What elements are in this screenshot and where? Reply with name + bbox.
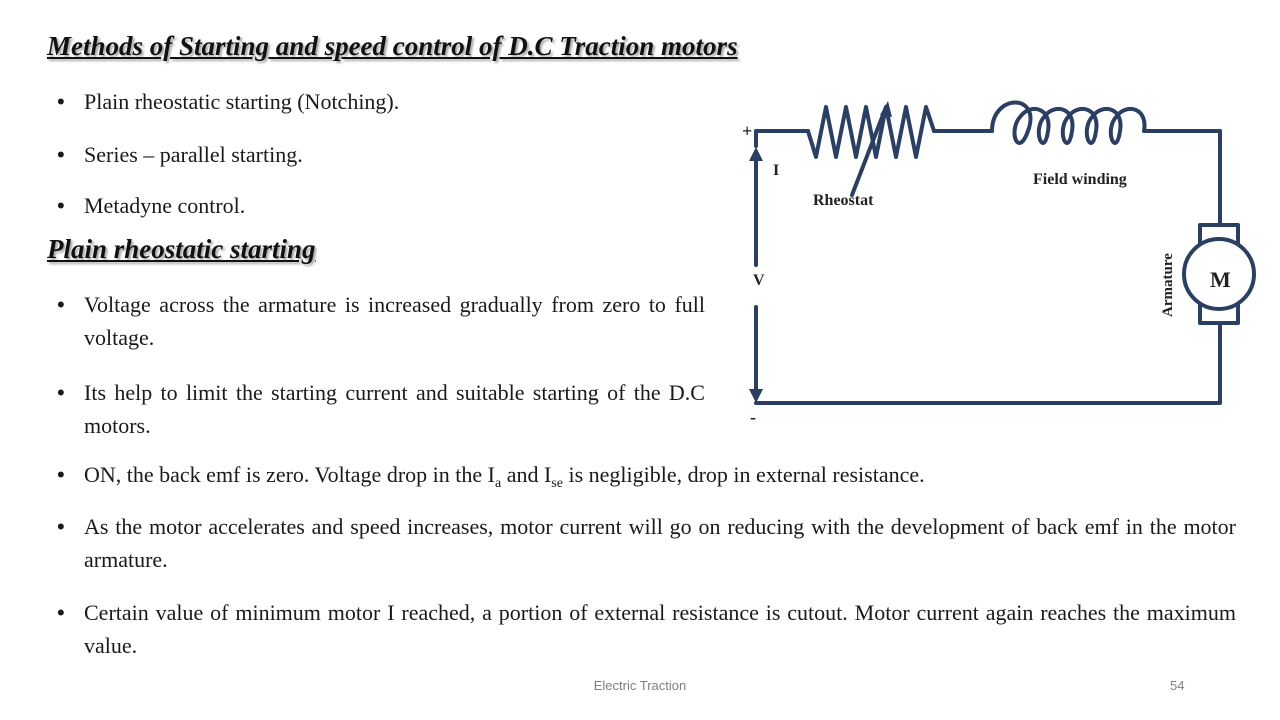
armature-label: Armature [1160, 253, 1176, 317]
wire-right-top [1146, 131, 1220, 225]
method-item-notching: • Plain rheostatic starting (Notching). [57, 85, 399, 118]
point-voltage-increase: • Voltage across the armature is increased gradually from zero to full voltage. [57, 288, 705, 354]
page-number: 54 [1170, 678, 1185, 693]
circuit-diagram [730, 95, 1260, 435]
voltage-arrowhead [749, 389, 763, 403]
point-resistance-cutout: • Certain value of minimum motor I reached, a portion of external resistance is cutout. Motor current again reaches the maximum value. [57, 596, 1236, 662]
rheostat-label: Rheostat [813, 192, 874, 209]
point-limit-current: • Its help to limit the starting current and suitable starting of the D.C motors. [57, 376, 705, 442]
field-winding-label: Field winding [1033, 171, 1127, 188]
on-text-2: and I [501, 462, 552, 487]
subscript-a: a [494, 476, 502, 491]
on-text-3: is negligible, drop in external resistance. [562, 462, 925, 487]
minus-label: - [750, 407, 756, 427]
wire-top-left [756, 131, 808, 146]
slide-title: Methods of Starting and speed control of D.C Traction motors [47, 31, 738, 61]
current-arrowhead [749, 147, 763, 161]
motor-label: M [1210, 267, 1231, 292]
footer-title: Electric Traction [593, 678, 687, 693]
plus-label: + [742, 121, 753, 141]
rheostat-arrowhead [880, 101, 892, 117]
wire-bottom [756, 323, 1220, 403]
current-label: I [773, 162, 780, 179]
field-winding-coil [992, 103, 1146, 143]
method-item-series-parallel: • Series – parallel starting. [57, 138, 303, 171]
point-motor-accelerates: • As the motor accelerates and speed increases, motor current will go on reducing with the development of back emf in the motor armature. [57, 510, 1236, 576]
method-item-metadyne: • Metadyne control. [57, 189, 245, 222]
section-title: Plain rheostatic starting [47, 234, 316, 264]
subscript-se: se [551, 476, 563, 491]
voltage-label: V [753, 272, 765, 289]
point-back-emf-zero [57, 458, 1236, 491]
on-text-1: ON, the back emf is zero. Voltage drop in the I [84, 462, 495, 487]
